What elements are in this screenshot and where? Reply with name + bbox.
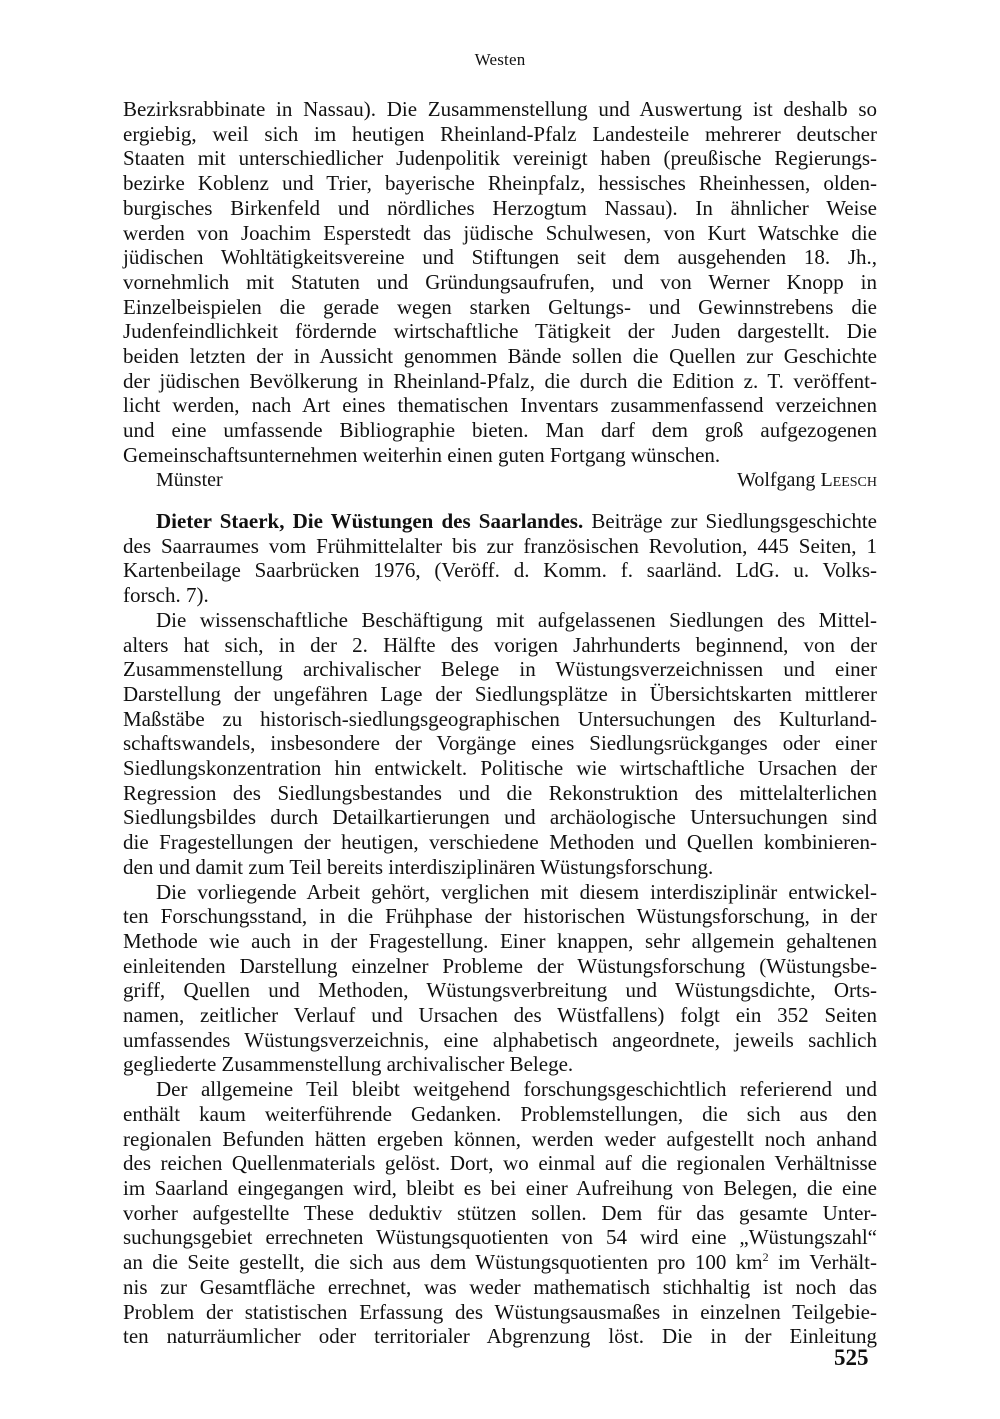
text-line: und eine umfassende Bibliographie bieten. Man darf dem groß aufgezogenen xyxy=(123,418,877,443)
text-line: Bezirksrabbinate in Nassau). Die Zusammenstellung und Auswertung ist deshalb so xyxy=(123,97,877,121)
text-line: Problem der statistischen Erfassung des Wüstungsausmaßes in einzelnen Teilgebie- xyxy=(123,1299,877,1324)
citation-line: Kartenbeilage Saarbrücken 1976, (Veröff. d. Komm. f. saarländ. LdG. u. Volks- xyxy=(123,558,877,583)
review-continuation xyxy=(123,97,877,492)
text-line: Darstellung der ungefähren Lage der Siedlungsplätze in Übersichtskarten mittlerer xyxy=(123,681,877,706)
text-line: einleitenden Darstellung einzelner Probleme der Wüstungsforschung (Wüstungsbe- xyxy=(123,953,877,978)
text-line: Maßstäbe zu historisch-siedlungsgeographischen Untersuchungen des Kulturland- xyxy=(123,706,877,731)
text-line: jüdischen Wohltätigkeitsvereine und Stiftungen seit dem ausgehenden 18. Jh., xyxy=(123,245,877,270)
text-line: burgisches Birkenfeld und nördliches Herzogtum Nassau). In ähnlicher Weise xyxy=(123,195,877,220)
text-line: namen, zeitlicher Verlauf und Ursachen des Wüstfallens) folgt ein 352 Seiten xyxy=(123,1003,877,1028)
text-line: im Saarland eingegangen wird, bleibt es bei einer Aufreihung von Belegen, die eine xyxy=(123,1175,877,1200)
text-line: Gemeinschaftsunternehmen weiterhin einen guten Fortgang wünschen. xyxy=(123,442,721,467)
signature-city: Münster xyxy=(156,468,223,491)
text-line: Methode wie auch in der Fragestellung. Einer knappen, sehr allgemein gehaltenen xyxy=(123,928,877,953)
citation-line: forsch. 7). xyxy=(123,583,209,608)
text-line: regionalen Befunden hätten ergeben können, werden weder aufgestellt noch anhand xyxy=(123,1126,877,1151)
reviewer-first-name: Wolfgang xyxy=(737,468,821,491)
text-line: Die vorliegende Arbeit gehört, verglichen mit diesem interdisziplinär entwickel- xyxy=(156,879,877,904)
citation-line: des Saarraumes vom Frühmittelalter bis zur französischen Revolution, 445 Seiten, 1 xyxy=(123,533,877,558)
text-line: griff, Quellen und Methoden, Wüstungsverbreitung und Wüstungsdichte, Orts- xyxy=(123,978,877,1003)
text-line: beiden letzten der in Aussicht genommen Bände sollen die Quellen zur Geschichte xyxy=(123,344,877,369)
text-line: Zusammenstellung archivalischer Belege in Wüstungsverzeichnissen und einer xyxy=(123,657,877,682)
text-line: der jüdischen Bevölkerung in Rheinland-Pfalz, die durch die Edition z. T. veröffent- xyxy=(123,368,877,393)
text-line: den und damit zum Teil bereits interdisziplinären Wüstungsforschung. xyxy=(123,854,714,879)
text-line: Staaten mit unterschiedlicher Judenpolitik vereinigt haben (preußische Regierungs- xyxy=(123,146,877,171)
text-line: licht werden, nach Art eines thematischen Inventars zusammenfassend verzeichnen xyxy=(123,393,877,418)
text-line: umfassendes Wüstungsverzeichnis, eine alphabetisch angeordnete, jeweils sachlich xyxy=(123,1027,877,1052)
text-line: Der allgemeine Teil bleibt weitgehend forschungsgeschichtlich referierend und xyxy=(156,1077,877,1102)
reviewer-surname: Leesch xyxy=(820,468,877,491)
text-line: Siedlungskonzentration hin entwickelt. Politische wie wirtschaftliche Ursachen der xyxy=(123,756,877,781)
reviewer-name xyxy=(737,468,877,493)
text-line: enthält kaum weiterführende Gedanken. Problemstellungen, die sich aus den xyxy=(123,1101,877,1126)
running-header: Westen xyxy=(474,50,526,69)
citation-line xyxy=(123,509,877,534)
text-line: werden von Joachim Esperstedt das jüdische Schulwesen, von Kurt Watschke die xyxy=(123,220,877,245)
text-line xyxy=(123,1250,877,1275)
text-line: Die wissenschaftliche Beschäftigung mit aufgelassenen Siedlungen des Mittel- xyxy=(156,607,877,632)
text-segment: an die Seite gestellt, die sich aus dem Wüstungsquotienten pro 100 km xyxy=(123,1250,763,1275)
text-line: des reichen Quellenmaterials gelöst. Dort, wo einmal auf die regionalen Verhältnisse xyxy=(123,1151,877,1176)
text-line: ten naturräumlicher oder territorialer Abgrenzung löst. Die in der Einleitung xyxy=(123,1324,877,1349)
text-line: schaftswandels, insbesondere der Vorgänge eines Siedlungsrückganges oder einer xyxy=(123,731,877,756)
text-line: nis zur Gesamtfläche errechnet, was weder mathematisch stichhaltig ist noch das xyxy=(123,1274,877,1299)
text-line: bezirke Koblenz und Trier, bayerische Rheinpfalz, hessisches Rheinhessen, olden- xyxy=(123,171,877,196)
review-title: Dieter Staerk, Die Wüstungen des Saarlandes. xyxy=(156,509,584,533)
text-line: ergiebig, weil sich im heutigen Rheinland-Pfalz Landesteile mehrerer deutscher xyxy=(123,121,877,146)
text-line: Siedlungsbildes durch Detailkartierungen und archäologische Untersuchungen sind xyxy=(123,805,877,830)
text-segment: im Verhält- xyxy=(768,1250,877,1275)
text-line: alters hat sich, in der 2. Hälfte des vorigen Jahrhunderts beginnend, von der xyxy=(123,632,877,657)
review-staerk xyxy=(123,509,877,1349)
text-line: gegliederte Zusammenstellung archivalischer Belege. xyxy=(123,1052,574,1077)
superscript: 2 xyxy=(762,1250,769,1265)
text-line: suchungsgebiet errechneten Wüstungsquotienten von 54 wird eine „Wüstungszahl“ xyxy=(123,1225,877,1250)
text-line: Judenfeindlichkeit fördernde wirtschaftliche Tätigkeit der Juden dargestellt. Die xyxy=(123,319,877,344)
text-line: vornehmlich mit Statuten und Gründungsaufrufen, und von Werner Knopp in xyxy=(123,269,877,294)
text-line: vorher aufgestellte These deduktiv stützen sollen. Dem für das gesamte Unter- xyxy=(123,1200,877,1225)
signature-row xyxy=(123,468,877,493)
citation-text: Beiträge zur Siedlungsgeschichte xyxy=(583,509,877,533)
text-line: ten Forschungsstand, in die Frühphase der historischen Wüstungsforschung, in der xyxy=(123,904,877,929)
text-line: Regression des Siedlungsbestandes und die Rekonstruktion des mittelalterlichen xyxy=(123,780,877,805)
text-line: Einzelbeispielen die gerade wegen starken Geltungs- und Gewinnstrebens die xyxy=(123,294,877,319)
text-line: die Fragestellungen der heutigen, verschiedene Methoden und Quellen kombinieren- xyxy=(123,830,877,855)
page-number: 525 xyxy=(834,1345,869,1370)
